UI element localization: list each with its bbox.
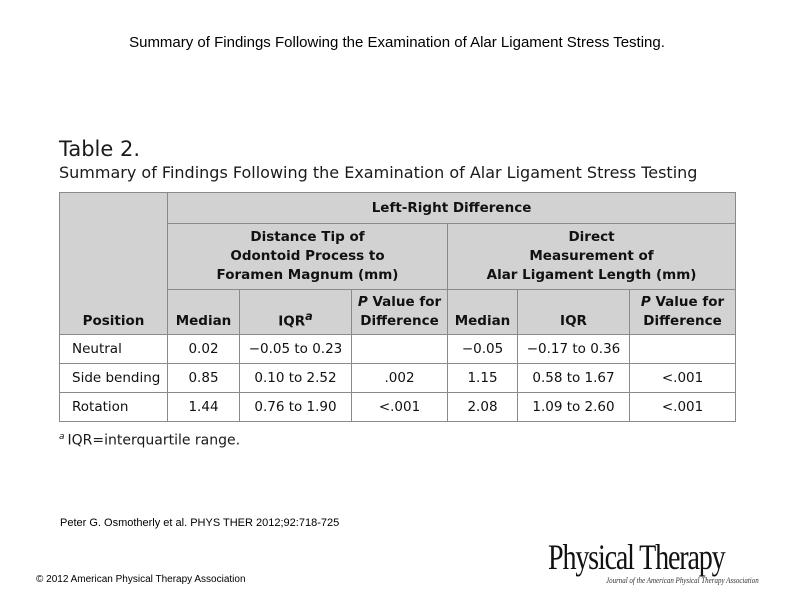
group-header-line: Measurement of xyxy=(529,248,654,264)
findings-table xyxy=(59,192,736,422)
p-value-header xyxy=(630,290,736,335)
left-right-header: Left-Right Difference xyxy=(168,193,736,224)
p-value-cell xyxy=(630,335,736,364)
position-cell: Neutral xyxy=(60,335,168,364)
logo-title: Physical Therapy xyxy=(548,537,725,577)
iqr-marker: a xyxy=(305,309,313,323)
p-label-rest: Value for xyxy=(655,294,725,310)
group-header-line: Alar Ligament Length (mm) xyxy=(486,267,697,283)
p-value-cell xyxy=(352,335,448,364)
table-heading: Table 2. xyxy=(59,137,141,161)
p-label-line2: Difference xyxy=(360,313,439,329)
citation: Peter G. Osmotherly et al. PHYS THER 2012;92:718-725 xyxy=(60,517,340,529)
median-header: Median xyxy=(168,290,240,335)
p-label: P xyxy=(640,294,651,310)
group-header-line: Direct xyxy=(568,229,615,245)
table-row xyxy=(60,364,736,393)
median-cell: 1.15 xyxy=(448,364,518,393)
copyright: © 2012 American Physical Therapy Association xyxy=(36,574,246,585)
iqr-header: IQR xyxy=(518,290,630,335)
position-cell: Side bending xyxy=(60,364,168,393)
iqr-cell: 1.09 to 2.60 xyxy=(518,393,630,422)
journal-logo xyxy=(548,539,782,587)
iqr-cell: 0.76 to 1.90 xyxy=(240,393,352,422)
iqr-label: IQR xyxy=(278,313,306,329)
group-header-line: Distance Tip of xyxy=(250,229,365,245)
group-header-line: Odontoid Process to xyxy=(230,248,385,264)
p-value-cell: <.001 xyxy=(630,393,736,422)
median-cell: 2.08 xyxy=(448,393,518,422)
median-cell: 0.02 xyxy=(168,335,240,364)
table-row xyxy=(60,335,736,364)
position-header: Position xyxy=(60,193,168,335)
iqr-cell: −0.05 to 0.23 xyxy=(240,335,352,364)
median-header: Median xyxy=(448,290,518,335)
p-label-line2: Difference xyxy=(643,313,722,329)
p-value-cell: .002 xyxy=(352,364,448,393)
iqr-header xyxy=(240,290,352,335)
footnote-marker: a xyxy=(59,432,65,442)
group-header-length xyxy=(448,224,736,290)
slide-title: Summary of Findings Following the Examination of Alar Ligament Stress Testing. xyxy=(129,34,665,51)
median-cell: 1.44 xyxy=(168,393,240,422)
iqr-cell: 0.58 to 1.67 xyxy=(518,364,630,393)
iqr-cell: −0.17 to 0.36 xyxy=(518,335,630,364)
p-value-header xyxy=(352,290,448,335)
p-value-cell: <.001 xyxy=(630,364,736,393)
median-cell: 0.85 xyxy=(168,364,240,393)
p-value-cell: <.001 xyxy=(352,393,448,422)
table-footnote xyxy=(59,432,240,449)
table-subtitle: Summary of Findings Following the Examination of Alar Ligament Stress Testing xyxy=(59,163,698,182)
iqr-cell: 0.10 to 2.52 xyxy=(240,364,352,393)
position-cell: Rotation xyxy=(60,393,168,422)
group-header-distance xyxy=(168,224,448,290)
median-cell: −0.05 xyxy=(448,335,518,364)
footnote-text: IQR=interquartile range. xyxy=(67,432,241,449)
p-label: P xyxy=(357,294,368,310)
table-row xyxy=(60,393,736,422)
group-header-line: Foramen Magnum (mm) xyxy=(216,267,399,283)
logo-subtitle: Journal of the American Physical Therapy Association xyxy=(606,575,759,585)
p-label-rest: Value for xyxy=(372,294,442,310)
